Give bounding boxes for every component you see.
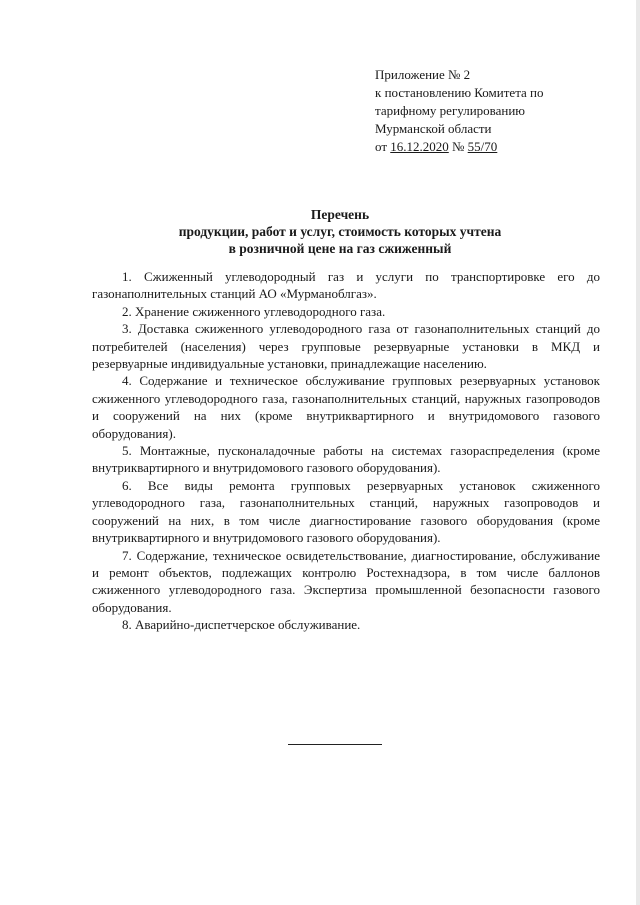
appendix-line-4: Мурманской области [375,121,492,136]
list-item-7: 7. Содержание, техническое освидетельствование, диагностирование, обслуживание и ремонт объектов, подлежащих контролю Ростехнадзора, в том числе баллонов сжиженного углеводородного газа. Экспертиза промышленной безопасности газового оборудования. [92,547,600,615]
title-line-2: продукции, работ и услуг, стоимость которых учтена [178,224,502,239]
number-prefix: № [448,139,468,154]
appendix-number: 55/70 [467,139,498,154]
appendix-line-2: к постановлению Комитета по [375,85,544,100]
appendix-date-line [375,138,625,156]
page-edge [636,0,640,905]
list-item-1: 1. Сжиженный углеводородный газ и услуги по транспортировке его до газонаполнительных станций АО «Мурманоблгаз». [92,269,600,302]
list-item-4: 4. Содержание и техническое обслуживание групповых резервуарных установок сжиженного углеводородного газа, газонаполнительных станций, наружных газопроводов и сооружений на них (кроме внутриквартирного и внутридомового газового оборудования). [92,373,600,441]
list-item-6: 6. Все виды ремонта групповых резервуарных установок сжиженного углеводородного газа, газонаполнительных станций, наружных газопроводов и сооружений на них, в том числе диагностирование газового оборудования (кроме внутриквартирного и внутридомового газового оборудования). [92,477,600,546]
list-item-2: 2. Хранение сжиженного углеводородного газа. [122,303,386,319]
date-prefix: от [375,139,391,154]
title-line-3: в розничной цене на газ сжиженный [228,241,452,256]
items-list [92,268,600,634]
appendix-line-3: тарифному регулированию [375,103,526,118]
signature-divider-line [288,744,382,745]
list-item-3: 3. Доставка сжиженного углеводородного газа от газонаполнительных станций до потребителей (населения) через групповые резервуарные установки в МКД и резервуарные индивидуальные установки, принадлежащие населению. [92,321,600,372]
appendix-header [375,66,625,156]
appendix-date: 16.12.2020 [390,139,449,154]
list-item-5: 5. Монтажные, пусконаладочные работы на системах газораспределения (кроме внутриквартирного и внутридомового газового оборудования). [92,443,600,476]
title-line-1: Перечень [310,207,370,222]
document-title [80,206,600,257]
appendix-line-1: Приложение № 2 [375,67,471,82]
list-item-8: 8. Аварийно-диспетчерское обслуживание. [122,617,361,633]
